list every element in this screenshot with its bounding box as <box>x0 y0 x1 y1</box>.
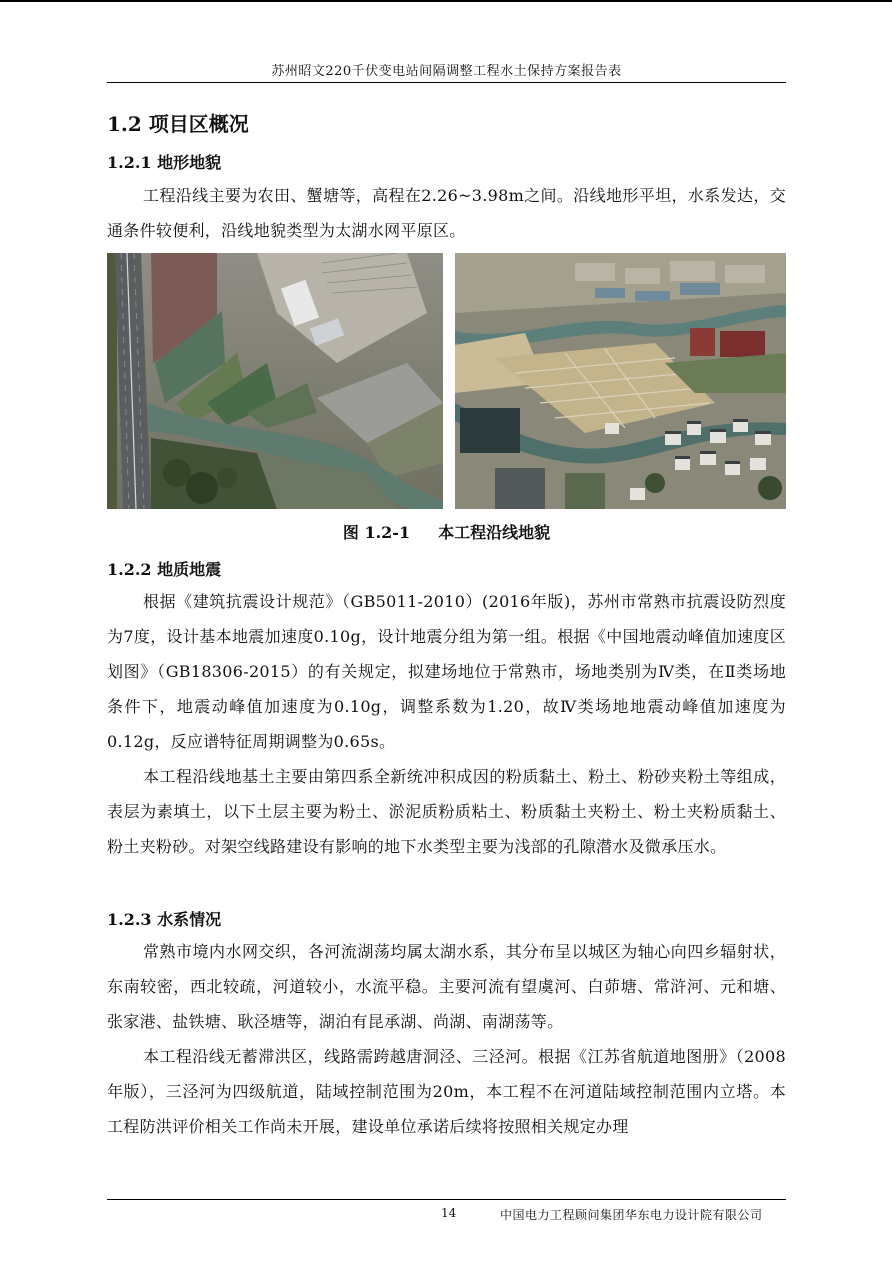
geology-paragraph-2: 本工程沿线地基土主要由第四系全新统冲积成因的粉质黏土、粉土、粉砂夹粉土等组成，表层为素填土，以下土层主要为粉土、淤泥质粉质粘土、粉质黏土夹粉土、粉土夹粉质黏土、粉土夹粉砂。对架空线路建设有影响的地下水类型主要为浅部的孔隙潜水及微承压水。 <box>107 767 786 856</box>
figure-caption <box>107 520 786 543</box>
running-header: 苏州昭文220千伏变电站间隔调整工程水土保持方案报告表 <box>271 64 622 79</box>
footer-organization: 中国电力工程顾问集团华东电力设计院有限公司 <box>500 1208 763 1222</box>
page-number: 14 <box>441 1206 457 1220</box>
subsection-title-geology: 1.2.2 地质地震 <box>107 560 222 579</box>
subsection-title-terrain: 1.2.1 地形地貌 <box>107 153 222 172</box>
header-rule <box>107 82 786 83</box>
subsection-title-water: 1.2.3 水系情况 <box>107 910 222 929</box>
figure-title: 本工程沿线地貌 <box>438 523 551 542</box>
water-paragraph-2: 本工程沿线无蓄滞洪区，线路需跨越唐洞泾、三泾河。根据《江苏省航道地图册》（2008年版），三泾河为四级航道，陆域控制范围为20m，本工程不在河道陆域控制范围内立塔。本工程防洪评价相关工作尚未开展，建设单位承诺后续将按照相关规定办理 <box>107 1047 786 1136</box>
geology-paragraph-1: 根据《建筑抗震设计规范》（GB5011-2010）(2016年版)，苏州市常熟市抗震设防烈度为7度，设计基本地震加速度0.10g，设计地震分组为第一组。根据《中国地震动峰值加速度区划图》（GB18306-2015）的有关规定，拟建场地位于常熟市，场地类别为Ⅳ类，在Ⅱ类场地条件下，地震动峰值加速度为0.10g，调整系数为1.20，故Ⅳ类场地地震动峰值加速度为0.12g，反应谱特征周期调整为0.65s。 <box>107 592 786 751</box>
footer-rule <box>107 1199 786 1200</box>
aerial-photo-fields-village <box>455 253 786 509</box>
terrain-paragraph: 工程沿线主要为农田、蟹塘等，高程在2.26~3.98m之间。沿线地形平坦，水系发达，交通条件较便利，沿线地貌类型为太湖水网平原区。 <box>107 186 786 240</box>
section-title: 1.2 项目区概况 <box>107 112 249 136</box>
water-paragraph-1: 常熟市境内水网交织，各河流湖荡均属太湖水系，其分布呈以城区为轴心向四乡辐射状，东南较密，西北较疏，河道较小，水流平稳。主要河流有望虞河、白茆塘、常浒河、元和塘、张家港、盐铁塘、耿泾塘等，湖泊有昆承湖、尚湖、南湖荡等。 <box>107 942 786 1031</box>
figure-number: 图 1.2-1 <box>342 523 411 542</box>
aerial-photo-substation <box>107 253 443 509</box>
top-border <box>0 0 892 2</box>
